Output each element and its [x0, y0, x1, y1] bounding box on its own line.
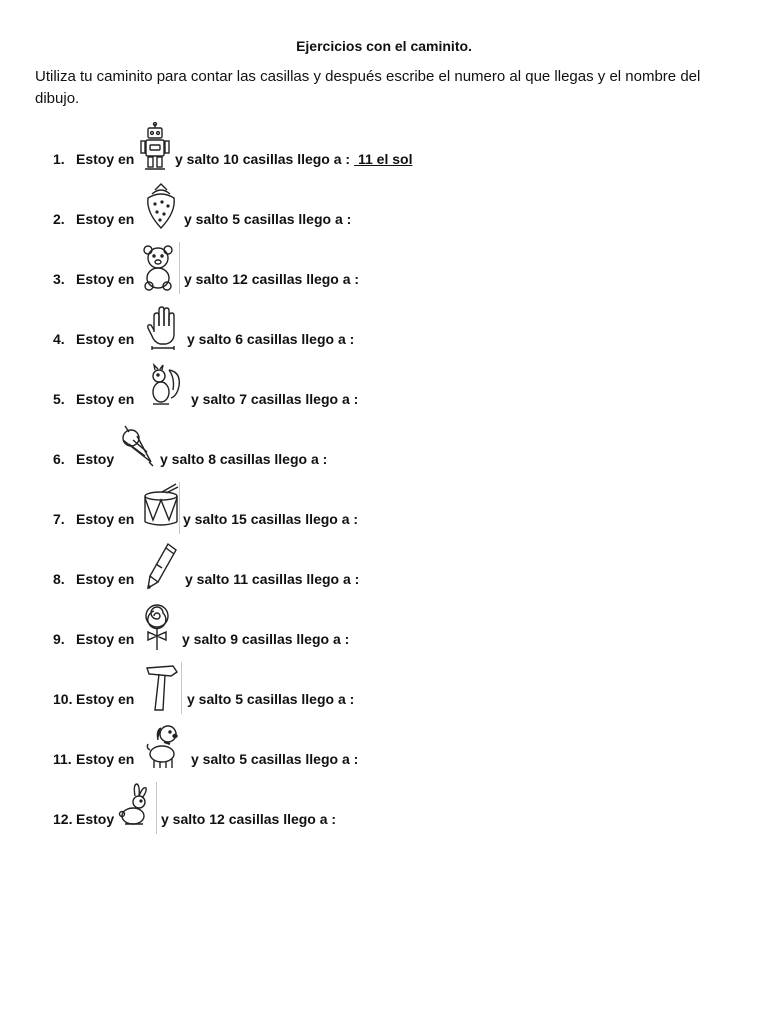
exercise-number: 11.: [53, 751, 72, 767]
spinning-top-icon: [117, 422, 155, 474]
exercise-lead-text: Estoy en: [76, 571, 135, 587]
drum-icon: [142, 482, 180, 534]
robot-icon: [136, 122, 174, 174]
exercise-prompt: y salto 8 casillas llego a :: [160, 451, 328, 467]
exercise-tail-text: [160, 450, 331, 468]
dog-icon: [144, 722, 182, 774]
exercise-tail-text: [191, 390, 362, 408]
exercise-row: [0, 478, 768, 538]
pencil-icon: [142, 542, 180, 594]
exercise-row: [0, 538, 768, 598]
exercise-row: [0, 778, 768, 838]
exercise-tail-text: [183, 510, 362, 528]
exercise-prompt: y salto 5 casillas llego a :: [187, 691, 355, 707]
picture-divider: [179, 482, 180, 534]
exercise-prompt: y salto 5 casillas llego a :: [191, 751, 359, 767]
exercise-prompt: y salto 6 casillas llego a :: [187, 331, 355, 347]
page-title: Ejercicios con el caminito.: [296, 38, 472, 54]
exercise-list: [0, 118, 768, 838]
exercise-tail-text: [184, 270, 363, 288]
instructions-paragraph: Utiliza tu caminito para contar las casillas y después escribe el numero al que llegas y el nombre del dibujo.: [35, 68, 701, 107]
exercise-prompt: y salto 9 casillas llego a :: [182, 631, 350, 647]
exercise-tail-text: [175, 150, 412, 168]
exercise-tail-text: [185, 570, 363, 588]
exercise-number: 8.: [53, 571, 65, 587]
exercise-tail-text: [184, 210, 355, 228]
exercise-tail-text: [161, 810, 340, 828]
exercise-row: [0, 658, 768, 718]
exercise-lead-text: Estoy en: [76, 331, 135, 347]
exercise-tail-text: [187, 690, 358, 708]
exercise-answer: 11 el sol: [354, 151, 413, 167]
exercise-number: 12.: [53, 811, 73, 827]
exercise-lead-text: Estoy en: [76, 151, 135, 167]
exercise-number: 6.: [53, 451, 65, 467]
exercise-lead-text: Estoy en: [76, 751, 135, 767]
teddy-bear-icon: [139, 242, 177, 294]
exercise-row: [0, 238, 768, 298]
exercise-lead-text: Estoy: [76, 811, 115, 827]
exercise-number: 2.: [53, 211, 65, 227]
hammer-icon: [143, 662, 181, 714]
exercise-tail-text: [182, 630, 353, 648]
exercise-row: [0, 718, 768, 778]
exercise-row: [0, 298, 768, 358]
picture-divider: [156, 782, 157, 834]
exercise-row: [0, 118, 768, 178]
picture-divider: [179, 242, 180, 294]
strawberry-icon: [142, 182, 180, 234]
exercise-number: 1.: [53, 151, 65, 167]
exercise-prompt: y salto 11 casillas llego a :: [185, 571, 360, 587]
squirrel-icon: [145, 362, 183, 414]
exercise-prompt: y salto 15 casillas llego a :: [183, 511, 359, 527]
rabbit-icon: [117, 782, 155, 834]
exercise-prompt: y salto 12 casillas llego a :: [161, 811, 337, 827]
exercise-row: [0, 598, 768, 658]
exercise-lead-text: Estoy en: [76, 391, 135, 407]
exercise-row: [0, 358, 768, 418]
exercise-lead-text: Estoy en: [76, 211, 135, 227]
exercise-lead-text: Estoy en: [76, 631, 135, 647]
lollipop-icon: [138, 602, 176, 654]
exercise-lead-text: Estoy: [76, 451, 115, 467]
exercise-lead-text: Estoy en: [76, 691, 135, 707]
exercise-tail-text: [187, 330, 358, 348]
exercise-prompt: y salto 12 casillas llego a :: [184, 271, 360, 287]
exercise-prompt: y salto 10 casillas llego a :: [175, 151, 351, 167]
exercise-row: [0, 418, 768, 478]
exercise-number: 4.: [53, 331, 65, 347]
exercise-number: 5.: [53, 391, 65, 407]
exercise-prompt: y salto 5 casillas llego a :: [184, 211, 352, 227]
hand-icon: [144, 302, 182, 354]
exercise-number: 10.: [53, 691, 73, 707]
exercise-number: 7.: [53, 511, 65, 527]
exercise-lead-text: Estoy en: [76, 511, 135, 527]
picture-divider: [181, 662, 182, 714]
exercise-lead-text: Estoy en: [76, 271, 135, 287]
exercise-number: 3.: [53, 271, 65, 287]
exercise-tail-text: [191, 750, 362, 768]
exercise-number: 9.: [53, 631, 65, 647]
exercise-prompt: y salto 7 casillas llego a :: [191, 391, 359, 407]
exercise-row: [0, 178, 768, 238]
